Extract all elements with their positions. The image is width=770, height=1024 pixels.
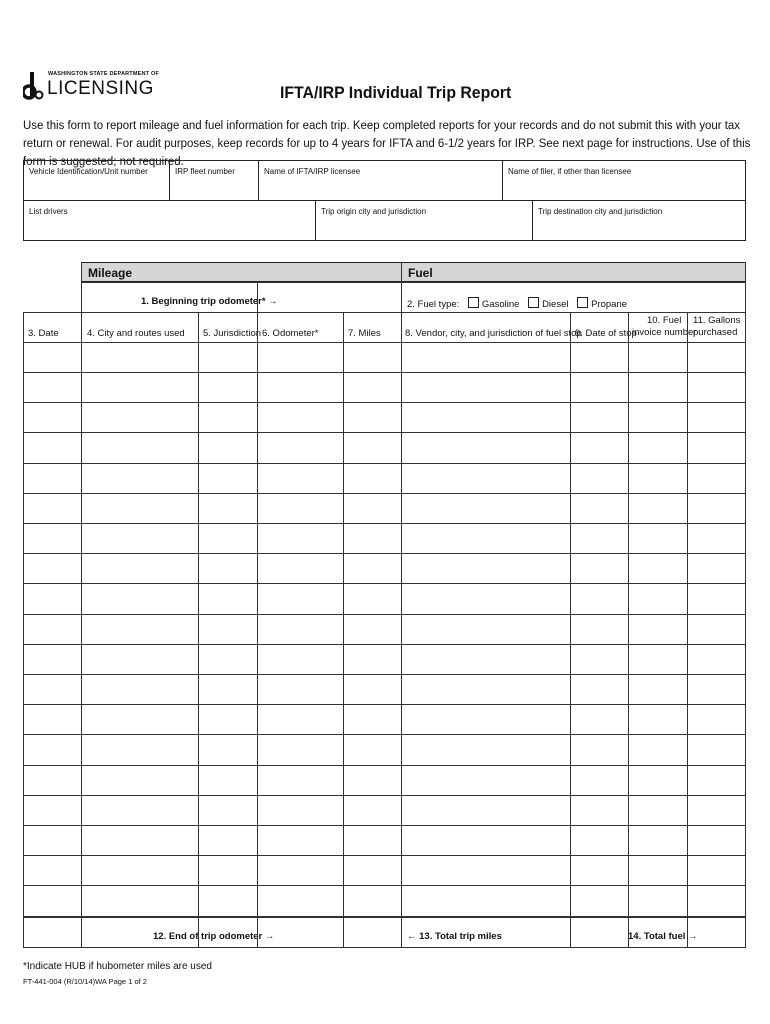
fuel-type-row <box>407 297 627 310</box>
table-row-line <box>23 583 746 584</box>
table-row-line <box>23 704 746 705</box>
table-row-line <box>23 432 746 433</box>
table-row-line <box>23 917 746 918</box>
filer-field[interactable] <box>502 161 745 200</box>
col-invoice-line2: invoice number <box>632 327 697 338</box>
table-row-line <box>23 372 746 373</box>
table-row-line <box>23 402 746 403</box>
total-miles-label: ← 13. Total trip miles <box>407 931 502 942</box>
table-row-line <box>23 765 746 766</box>
col-gallons-line2: purchased <box>693 327 738 338</box>
dol-logo <box>23 66 160 106</box>
col-date: 3. Date <box>28 328 59 339</box>
col-stop-date: 9. Date of stop <box>575 328 637 339</box>
table-row-line <box>23 947 746 948</box>
table-column-line <box>628 312 629 947</box>
table-column-line <box>257 282 258 947</box>
logo-licensing: LICENSING <box>47 78 154 99</box>
fuel-title: Fuel <box>408 266 433 280</box>
fuel-type-label: 2. Fuel type: <box>407 299 460 310</box>
arrow-left-icon: ← <box>407 931 420 942</box>
licensee-label: Name of IFTA/IRP licensee <box>264 167 361 176</box>
diesel-label: Diesel <box>542 299 569 310</box>
drivers-label: List drivers <box>29 207 68 216</box>
trip-table <box>23 262 746 947</box>
col-miles: 7. Miles <box>348 328 381 339</box>
footnote: *Indicate HUB if hubometer miles are used <box>23 961 212 972</box>
page-title: IFTA/IRP Individual Trip Report <box>280 83 512 102</box>
end-odometer-label: 12. End of trip odometer → <box>153 931 275 942</box>
table-row-line <box>23 674 746 675</box>
table-row-line <box>23 734 746 735</box>
destination-field[interactable] <box>532 201 745 240</box>
logo-department: WASHINGTON STATE DEPARTMENT OF <box>48 71 160 77</box>
fuel-header <box>401 262 746 282</box>
table-column-line <box>570 312 571 947</box>
dol-logo-icon <box>23 72 45 100</box>
table-row-line <box>23 614 746 615</box>
gasoline-checkbox[interactable] <box>468 297 479 308</box>
vehicle-id-label: Vehicle Identification/Unit number <box>29 167 148 176</box>
table-row-line <box>23 342 746 343</box>
table-column-line <box>198 312 199 947</box>
table-column-line <box>401 262 402 947</box>
table-row-line <box>23 523 746 524</box>
destination-label: Trip destination city and jurisdiction <box>538 207 663 216</box>
table-row-line <box>23 885 746 886</box>
table-column-line <box>343 312 344 947</box>
table-column-line <box>687 312 688 947</box>
form-number: FT-441-004 (R/10/14)WA Page 1 of 2 <box>23 977 147 986</box>
table-row-line <box>23 644 746 645</box>
beginning-odometer-label: 1. Beginning trip odometer* → <box>141 296 278 307</box>
col-jurisdiction: 5. Jurisdiction <box>203 328 262 339</box>
table-row-line <box>23 493 746 494</box>
table-row-line <box>81 282 746 283</box>
mileage-header <box>81 262 401 282</box>
intro-text: Use this form to report mileage and fuel information for each trip. Keep completed reports for your records and do not submit this with your tax return or renewal. For audit purposes, keep records for up to 4 years for IFTA and 6-1/2 years for IRP. See next page for instructions. Use of this form is suggested; not required. <box>23 118 751 168</box>
table-row-line <box>23 795 746 796</box>
table-column-line <box>81 262 82 947</box>
arrow-right-icon: → <box>685 931 698 942</box>
table-column-line <box>745 262 746 947</box>
arrow-right-icon: → <box>262 931 275 942</box>
table-row-line <box>23 825 746 826</box>
col-invoice-line1: 10. Fuel <box>647 315 682 326</box>
arrow-right-icon: → <box>265 296 278 307</box>
propane-checkbox[interactable] <box>577 297 588 308</box>
table-row-line <box>23 312 746 313</box>
table-row-line <box>23 463 746 464</box>
irp-fleet-label: IRP fleet number <box>175 167 235 176</box>
filer-label: Name of filer, if other than licensee <box>508 167 632 176</box>
info-row-1 <box>23 160 746 201</box>
col-routes: 4. City and routes used <box>87 328 185 339</box>
total-fuel-label: 14. Total fuel → <box>628 931 698 942</box>
table-row-line <box>23 855 746 856</box>
col-odometer: 6. Odometer* <box>262 328 319 339</box>
table-row-line <box>23 553 746 554</box>
info-row-2 <box>23 200 746 241</box>
gasoline-label: Gasoline <box>481 299 520 310</box>
origin-label: Trip origin city and jurisdiction <box>321 207 427 216</box>
mileage-title: Mileage <box>88 266 133 280</box>
col-gallons-line1: 11. Gallons <box>693 315 741 326</box>
propane-label: Propane <box>591 299 628 310</box>
table-column-line <box>23 312 24 947</box>
col-vendor: 8. Vendor, city, and jurisdiction of fuel stop <box>405 328 582 339</box>
diesel-checkbox[interactable] <box>528 297 539 308</box>
